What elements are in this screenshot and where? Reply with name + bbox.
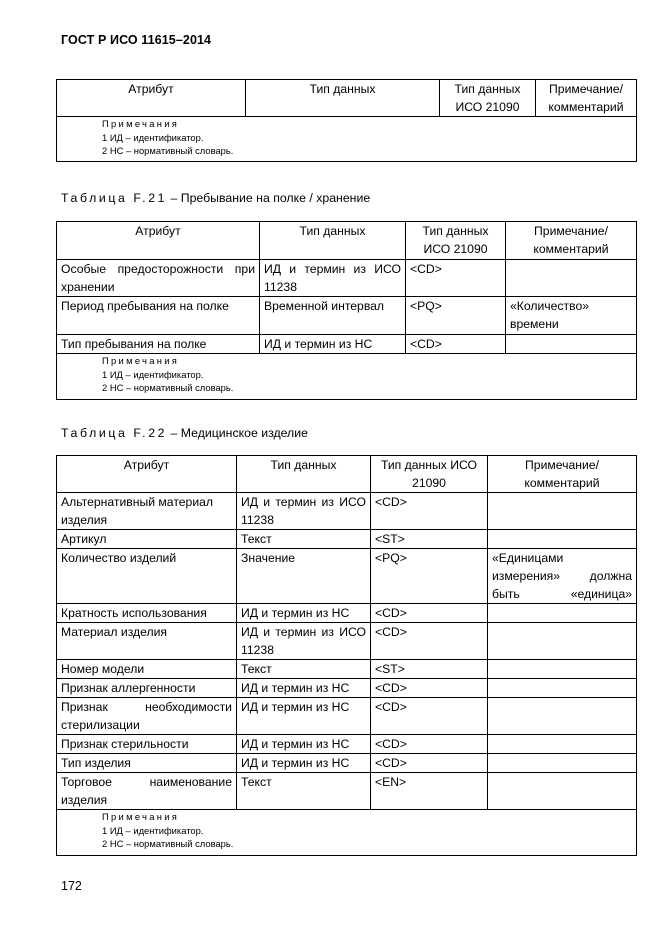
column-header-attribute: Атрибут: [57, 456, 237, 493]
cell-data-type: Значение: [237, 549, 371, 604]
cell-iso-type: <CD>: [406, 260, 506, 297]
table-row: [57, 493, 637, 530]
table-f22: [56, 455, 637, 856]
column-header-data-type: Тип данных: [237, 456, 371, 493]
cell-comment: [488, 698, 637, 735]
cell-data-type: Текст: [237, 773, 371, 810]
table-row: [57, 773, 637, 810]
cell-iso-type: <EN>: [371, 773, 488, 810]
table-caption-f21: [61, 191, 370, 205]
table-row: [57, 735, 637, 754]
table-row: [57, 260, 637, 297]
cell-comment: [506, 260, 637, 297]
cell-data-type: ИД и термин из НС: [237, 679, 371, 698]
table-f21: [56, 221, 637, 400]
table-notes: [57, 810, 637, 856]
cell-comment: [488, 679, 637, 698]
cell-data-type: ИД и термин из ИСО 11238: [237, 493, 371, 530]
cell-iso-type: <CD>: [371, 623, 488, 660]
cell-data-type: ИД и термин из НС: [237, 754, 371, 773]
cell-data-type: Текст: [237, 660, 371, 679]
column-header-comment: Примечание/ комментарий: [536, 80, 637, 117]
page-number: 172: [61, 879, 82, 893]
note-item: 1 ИД – идентификатор.: [102, 131, 204, 143]
cell-iso-type: <ST>: [371, 660, 488, 679]
column-header-attribute: Атрибут: [57, 222, 260, 260]
column-header-iso-data-type: Тип данных ИСО 21090: [440, 80, 536, 117]
cell-iso-type: <PQ>: [406, 297, 506, 335]
cell-data-type: Временной интервал: [260, 297, 406, 335]
cell-iso-type: <CD>: [371, 604, 488, 623]
notes-title: Примечания: [102, 811, 180, 822]
cell-comment: «Количество» времени: [506, 297, 637, 335]
cell-attribute: Торговое наименование изделия: [57, 773, 237, 810]
cell-iso-type: <PQ>: [371, 549, 488, 604]
cell-iso-type: <CD>: [371, 679, 488, 698]
table-row: [57, 698, 637, 735]
cell-data-type: ИД и термин из НС: [260, 335, 406, 354]
cell-attribute: Период пребывания на полке: [57, 297, 260, 335]
caption-title: – Пребывание на полке / хранение: [167, 191, 371, 205]
column-header-attribute: Атрибут: [57, 80, 246, 117]
column-header-comment: Примечание/ комментарий: [488, 456, 637, 493]
cell-data-type: ИД и термин из ИСО 11238: [260, 260, 406, 297]
continued-table: [56, 79, 637, 162]
table-row: [57, 549, 637, 604]
cell-attribute: Количество изделий: [57, 549, 237, 604]
column-header-iso-data-type: Тип данных ИСО 21090: [371, 456, 488, 493]
notes-title: Примечания: [102, 355, 180, 366]
table-row: [57, 754, 637, 773]
cell-attribute: Признак стерильности: [57, 735, 237, 754]
cell-comment: [488, 735, 637, 754]
column-header-data-type: Тип данных: [246, 80, 440, 117]
cell-iso-type: <CD>: [371, 493, 488, 530]
cell-iso-type: <CD>: [371, 754, 488, 773]
cell-comment: «Единицами измерения» должна быть «единица»: [488, 549, 637, 604]
cell-attribute: Артикул: [57, 530, 237, 549]
cell-comment: [488, 623, 637, 660]
cell-iso-type: <CD>: [371, 698, 488, 735]
table-caption-f22: [61, 426, 308, 440]
note-item: 2 НС – нормативный словарь.: [102, 145, 234, 156]
cell-attribute: Альтернативный материал изделия: [57, 493, 237, 530]
cell-attribute: Тип пребывания на полке: [57, 335, 260, 354]
cell-data-type: ИД и термин из НС: [237, 604, 371, 623]
caption-title: – Медицинское изделие: [167, 426, 308, 440]
table-row: [57, 679, 637, 698]
cell-attribute: Кратность использования: [57, 604, 237, 623]
cell-attribute: Тип изделия: [57, 754, 237, 773]
caption-number: Таблица F.21: [61, 191, 168, 205]
cell-iso-type: <CD>: [406, 335, 506, 354]
cell-comment: [488, 660, 637, 679]
table-row: [57, 297, 637, 335]
cell-attribute: Особые предосторожности при хранении: [57, 260, 260, 297]
cell-comment: [488, 530, 637, 549]
cell-comment: [488, 493, 637, 530]
cell-comment: [488, 604, 637, 623]
note-item: 1 ИД – идентификатор.: [102, 368, 204, 380]
cell-iso-type: <ST>: [371, 530, 488, 549]
cell-attribute: Признак необходимости стерилизации: [57, 698, 237, 735]
cell-iso-type: <CD>: [371, 735, 488, 754]
note-item: 2 НС – нормативный словарь.: [102, 838, 234, 849]
column-header-comment: Примечание/ комментарий: [506, 222, 637, 260]
table-row: [57, 604, 637, 623]
cell-attribute: Материал изделия: [57, 623, 237, 660]
cell-comment: [488, 773, 637, 810]
cell-data-type: ИД и термин из НС: [237, 735, 371, 754]
note-item: 2 НС – нормативный словарь.: [102, 382, 234, 393]
cell-comment: [488, 754, 637, 773]
table-row: [57, 530, 637, 549]
caption-number: Таблица F.22: [61, 426, 168, 440]
cell-attribute: Признак аллергенности: [57, 679, 237, 698]
cell-data-type: ИД и термин из ИСО 11238: [237, 623, 371, 660]
notes-title: Примечания: [102, 118, 180, 129]
cell-attribute: Номер модели: [57, 660, 237, 679]
table-row: [57, 623, 637, 660]
cell-data-type: ИД и термин из НС: [237, 698, 371, 735]
column-header-iso-data-type: Тип данных ИСО 21090: [406, 222, 506, 260]
document-header: ГОСТ Р ИСО 11615–2014: [61, 33, 212, 47]
table-row: [57, 660, 637, 679]
table-row: [57, 335, 637, 354]
table-notes: [57, 354, 637, 400]
cell-comment: [506, 335, 637, 354]
table-notes: [57, 117, 637, 162]
column-header-data-type: Тип данных: [260, 222, 406, 260]
cell-data-type: Текст: [237, 530, 371, 549]
note-item: 1 ИД – идентификатор.: [102, 824, 204, 836]
